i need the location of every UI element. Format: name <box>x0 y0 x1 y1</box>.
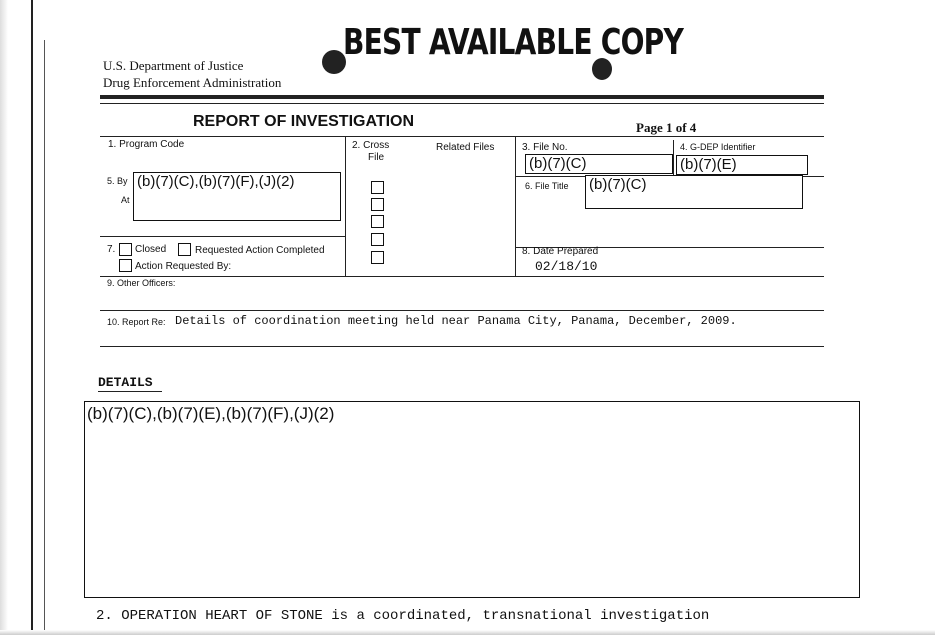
requested-completed-checkbox[interactable] <box>178 243 191 256</box>
details-redaction-box <box>84 401 860 598</box>
action-requested-label: Action Requested By: <box>135 261 232 272</box>
closed-checkbox[interactable] <box>119 243 132 256</box>
details-heading: DETAILS <box>98 375 153 390</box>
report-title: REPORT OF INVESTIGATION <box>193 113 415 130</box>
paragraph-2: 2. OPERATION HEART OF STONE is a coordinated, transnational investigation <box>96 608 710 624</box>
cross-file-checkbox-1[interactable] <box>371 181 384 194</box>
form-rule-bottom <box>100 346 824 347</box>
by-redaction: (b)(7)(C),(b)(7)(F),(J)(2) <box>133 172 341 221</box>
details-heading-underline <box>98 391 162 392</box>
gdep-redaction: (b)(7)(E) <box>676 155 808 175</box>
cross-file-checkbox-2[interactable] <box>371 198 384 211</box>
form-rule-top <box>100 136 824 137</box>
form-col-divider-3 <box>673 140 674 176</box>
date-prepared-value: 02/18/10 <box>535 259 598 274</box>
form-rule-officers <box>100 276 824 277</box>
cross-file-label-2: File <box>368 152 385 163</box>
best-available-copy-stamp: BEST AVAILABLE COPY <box>343 22 684 63</box>
cross-file-checkbox-4[interactable] <box>371 233 384 246</box>
header-rule-thick <box>100 95 824 99</box>
file-no-redaction: (b)(7)(C) <box>525 154 673 174</box>
form-col-divider-2 <box>515 136 516 276</box>
file-no-label: 3. File No. <box>522 142 568 153</box>
header-rule-thin <box>100 103 824 104</box>
field-7-number: 7. <box>107 244 116 255</box>
at-label: At <box>121 195 130 205</box>
date-prepared-label: 8. Date Prepared <box>522 246 599 257</box>
action-requested-checkbox[interactable] <box>119 259 132 272</box>
other-officers-label: 9. Other Officers: <box>107 278 176 288</box>
file-title-label: 6. File Title <box>525 181 569 191</box>
by-label: 5. By <box>107 176 128 186</box>
page-indicator: Page 1 of 4 <box>636 120 697 135</box>
scan-border-inner <box>44 40 45 635</box>
form-rule-report-re <box>100 310 824 311</box>
scan-border-left <box>31 0 33 635</box>
agency-administration: Drug Enforcement Administration <box>103 75 282 90</box>
cross-file-checkbox-5[interactable] <box>371 251 384 264</box>
closed-label: Closed <box>135 244 167 255</box>
agency-department: U.S. Department of Justice <box>103 58 244 73</box>
details-redaction-text: (b)(7)(C),(b)(7)(E),(b)(7)(F),(J)(2) <box>87 404 335 423</box>
scan-edge-shadow <box>0 0 8 635</box>
report-re-value: Details of coordination meeting held near Panama City, Panama, December, 2009. <box>175 314 737 328</box>
scan-bottom-edge <box>0 630 935 635</box>
gdep-label: 4. G-DEP Identifier <box>680 142 756 152</box>
related-files-label: Related Files <box>436 142 495 153</box>
cross-file-label: 2. Cross <box>352 140 390 151</box>
form-col-divider-1 <box>345 136 346 276</box>
form-rule-by <box>100 236 345 237</box>
file-title-redaction: (b)(7)(C) <box>585 175 803 209</box>
report-re-label: 10. Report Re: <box>107 317 166 327</box>
requested-completed-label: Requested Action Completed <box>195 245 325 256</box>
program-code-label: 1. Program Code <box>108 139 185 150</box>
cross-file-checkbox-3[interactable] <box>371 215 384 228</box>
